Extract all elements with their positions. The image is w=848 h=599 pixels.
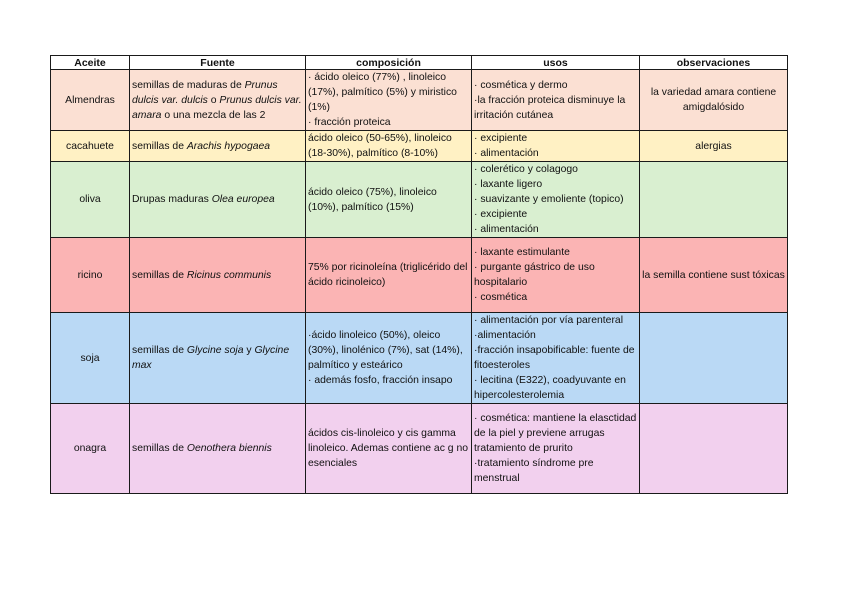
cell-aceite: oliva xyxy=(51,162,130,238)
cell-aceite: ricino xyxy=(51,238,130,313)
cell-usos xyxy=(472,238,640,313)
table-row-ricino xyxy=(51,238,788,313)
usos-line: · lecitina (E322), coadyuvante en hipercolesterolemia xyxy=(474,375,626,401)
usos-line: · excipiente xyxy=(474,209,528,220)
fuente-text: y xyxy=(243,345,255,356)
usos-line: · alimentación xyxy=(474,224,539,235)
cell-fuente xyxy=(130,131,306,162)
usos-line: · cosmética y dermo xyxy=(474,79,568,91)
cell-observaciones xyxy=(640,162,788,238)
table-row-soja xyxy=(51,313,788,404)
fuente-text: semillas de xyxy=(132,345,187,356)
header-row xyxy=(51,56,788,70)
fuente-text: semillas de xyxy=(132,443,187,454)
cell-aceite: Almendras xyxy=(51,70,130,131)
cell-composicion xyxy=(306,162,472,238)
usos-line: de la piel y previene arrugas xyxy=(474,428,605,439)
species-name: Ricinus communis xyxy=(186,269,272,281)
usos-line: · alimentación xyxy=(474,148,539,159)
cell-observaciones: alergias xyxy=(640,131,788,162)
fuente-text: semillas de xyxy=(132,269,187,281)
header-usos: usos xyxy=(472,56,640,70)
usos-line: · excipiente xyxy=(474,133,528,144)
fuente-text: o una mezcla de las 2 xyxy=(161,109,266,121)
table-row-oliva xyxy=(51,162,788,238)
species-name: Arachis hypogaea xyxy=(186,140,271,152)
usos-line: ·alimentación xyxy=(474,330,536,341)
usos-line: · laxante ligero xyxy=(474,179,543,190)
cell-observaciones xyxy=(640,404,788,494)
usos-line: · cosmética: mantiene la elasctidad xyxy=(474,413,637,424)
table-row-cacahuete xyxy=(51,131,788,162)
header-observaciones: observaciones xyxy=(640,56,788,70)
cell-fuente xyxy=(130,404,306,494)
composicion-line: ácido oleico (75%), linoleico (10%), palmítico (15%) xyxy=(308,186,437,213)
species-name: Oenothera biennis xyxy=(186,443,272,454)
header-composicion: composición xyxy=(306,56,472,70)
species-name: Olea europea xyxy=(211,194,275,205)
cell-observaciones xyxy=(640,313,788,404)
table-row-almendras xyxy=(51,70,788,131)
cell-usos xyxy=(472,70,640,131)
cell-fuente xyxy=(130,162,306,238)
composicion-line: · además fosfo, fracción insapo xyxy=(308,375,453,386)
composicion-line: · ácido oleico (77%) , linoleico (17%), palmítico (5%) y miristico (1%) xyxy=(308,72,457,113)
cell-composicion xyxy=(306,238,472,313)
fuente-text: Drupas maduras xyxy=(132,194,212,205)
cell-usos xyxy=(472,313,640,404)
species-name: Glycine soja xyxy=(186,345,244,356)
cell-usos xyxy=(472,162,640,238)
cell-fuente xyxy=(130,238,306,313)
composicion-line: 75% por ricinoleína (triglicérido del ácido ricinoleico) xyxy=(308,262,468,288)
composicion-line: · fracción proteica xyxy=(308,117,391,128)
usos-line: · alimentación por vía parenteral xyxy=(474,315,624,326)
species-name: Prunus dulcis var. dulcis xyxy=(132,79,278,106)
usos-line: · purgante gástrico de uso hospitalario xyxy=(474,262,595,288)
cell-observaciones: la variedad amara contiene amigdalósido xyxy=(640,70,788,131)
composicion-line: ácido oleico (50-65%), linoleico (18-30%), palmítico (8-10%) xyxy=(308,133,452,159)
oils-table xyxy=(50,55,788,494)
cell-fuente xyxy=(130,70,306,131)
fuente-text: semillas de maduras de xyxy=(132,79,245,91)
cell-usos xyxy=(472,131,640,162)
usos-line: tratamiento de prurito xyxy=(474,443,573,454)
cell-observaciones: la semilla contiene sust tóxicas xyxy=(640,238,788,313)
usos-line: · cosmética xyxy=(474,292,528,303)
cell-composicion xyxy=(306,70,472,131)
cell-fuente xyxy=(130,313,306,404)
fuente-text: semillas de xyxy=(132,140,187,152)
cell-aceite: onagra xyxy=(51,404,130,494)
cell-aceite: cacahuete xyxy=(51,131,130,162)
usos-line: · laxante estimulante xyxy=(474,247,570,258)
composicion-line: palmítico y esteárico xyxy=(308,360,403,371)
table-row-onagra xyxy=(51,404,788,494)
species-name: Glycine max xyxy=(132,345,290,371)
header-aceite: Aceite xyxy=(51,56,130,70)
cell-aceite: soja xyxy=(51,313,130,404)
usos-line: ·fracción insapobificable: fuente de fitoesteroles xyxy=(474,345,635,371)
cell-usos xyxy=(472,404,640,494)
usos-line: · colerético y colagogo xyxy=(474,164,578,175)
cell-composicion xyxy=(306,404,472,494)
cell-composicion xyxy=(306,313,472,404)
species-name: Prunus dulcis var. amara xyxy=(132,94,302,121)
cell-composicion xyxy=(306,131,472,162)
header-fuente: Fuente xyxy=(130,56,306,70)
composicion-line: ácidos cis-linoleico y cis gamma linoleico. Ademas contiene ac g no esenciales xyxy=(308,428,469,469)
fuente-text: o xyxy=(207,94,220,106)
composicion-line: ·ácido linoleico (50%), oleico (30%), linolénico (7%), sat (14%), xyxy=(308,330,463,356)
usos-line: · suavizante y emoliente (topico) xyxy=(474,194,624,205)
usos-line: ·la fracción proteica disminuye la irritación cutánea xyxy=(474,94,626,121)
usos-line: ·tratamiento síndrome pre menstrual xyxy=(474,458,594,484)
